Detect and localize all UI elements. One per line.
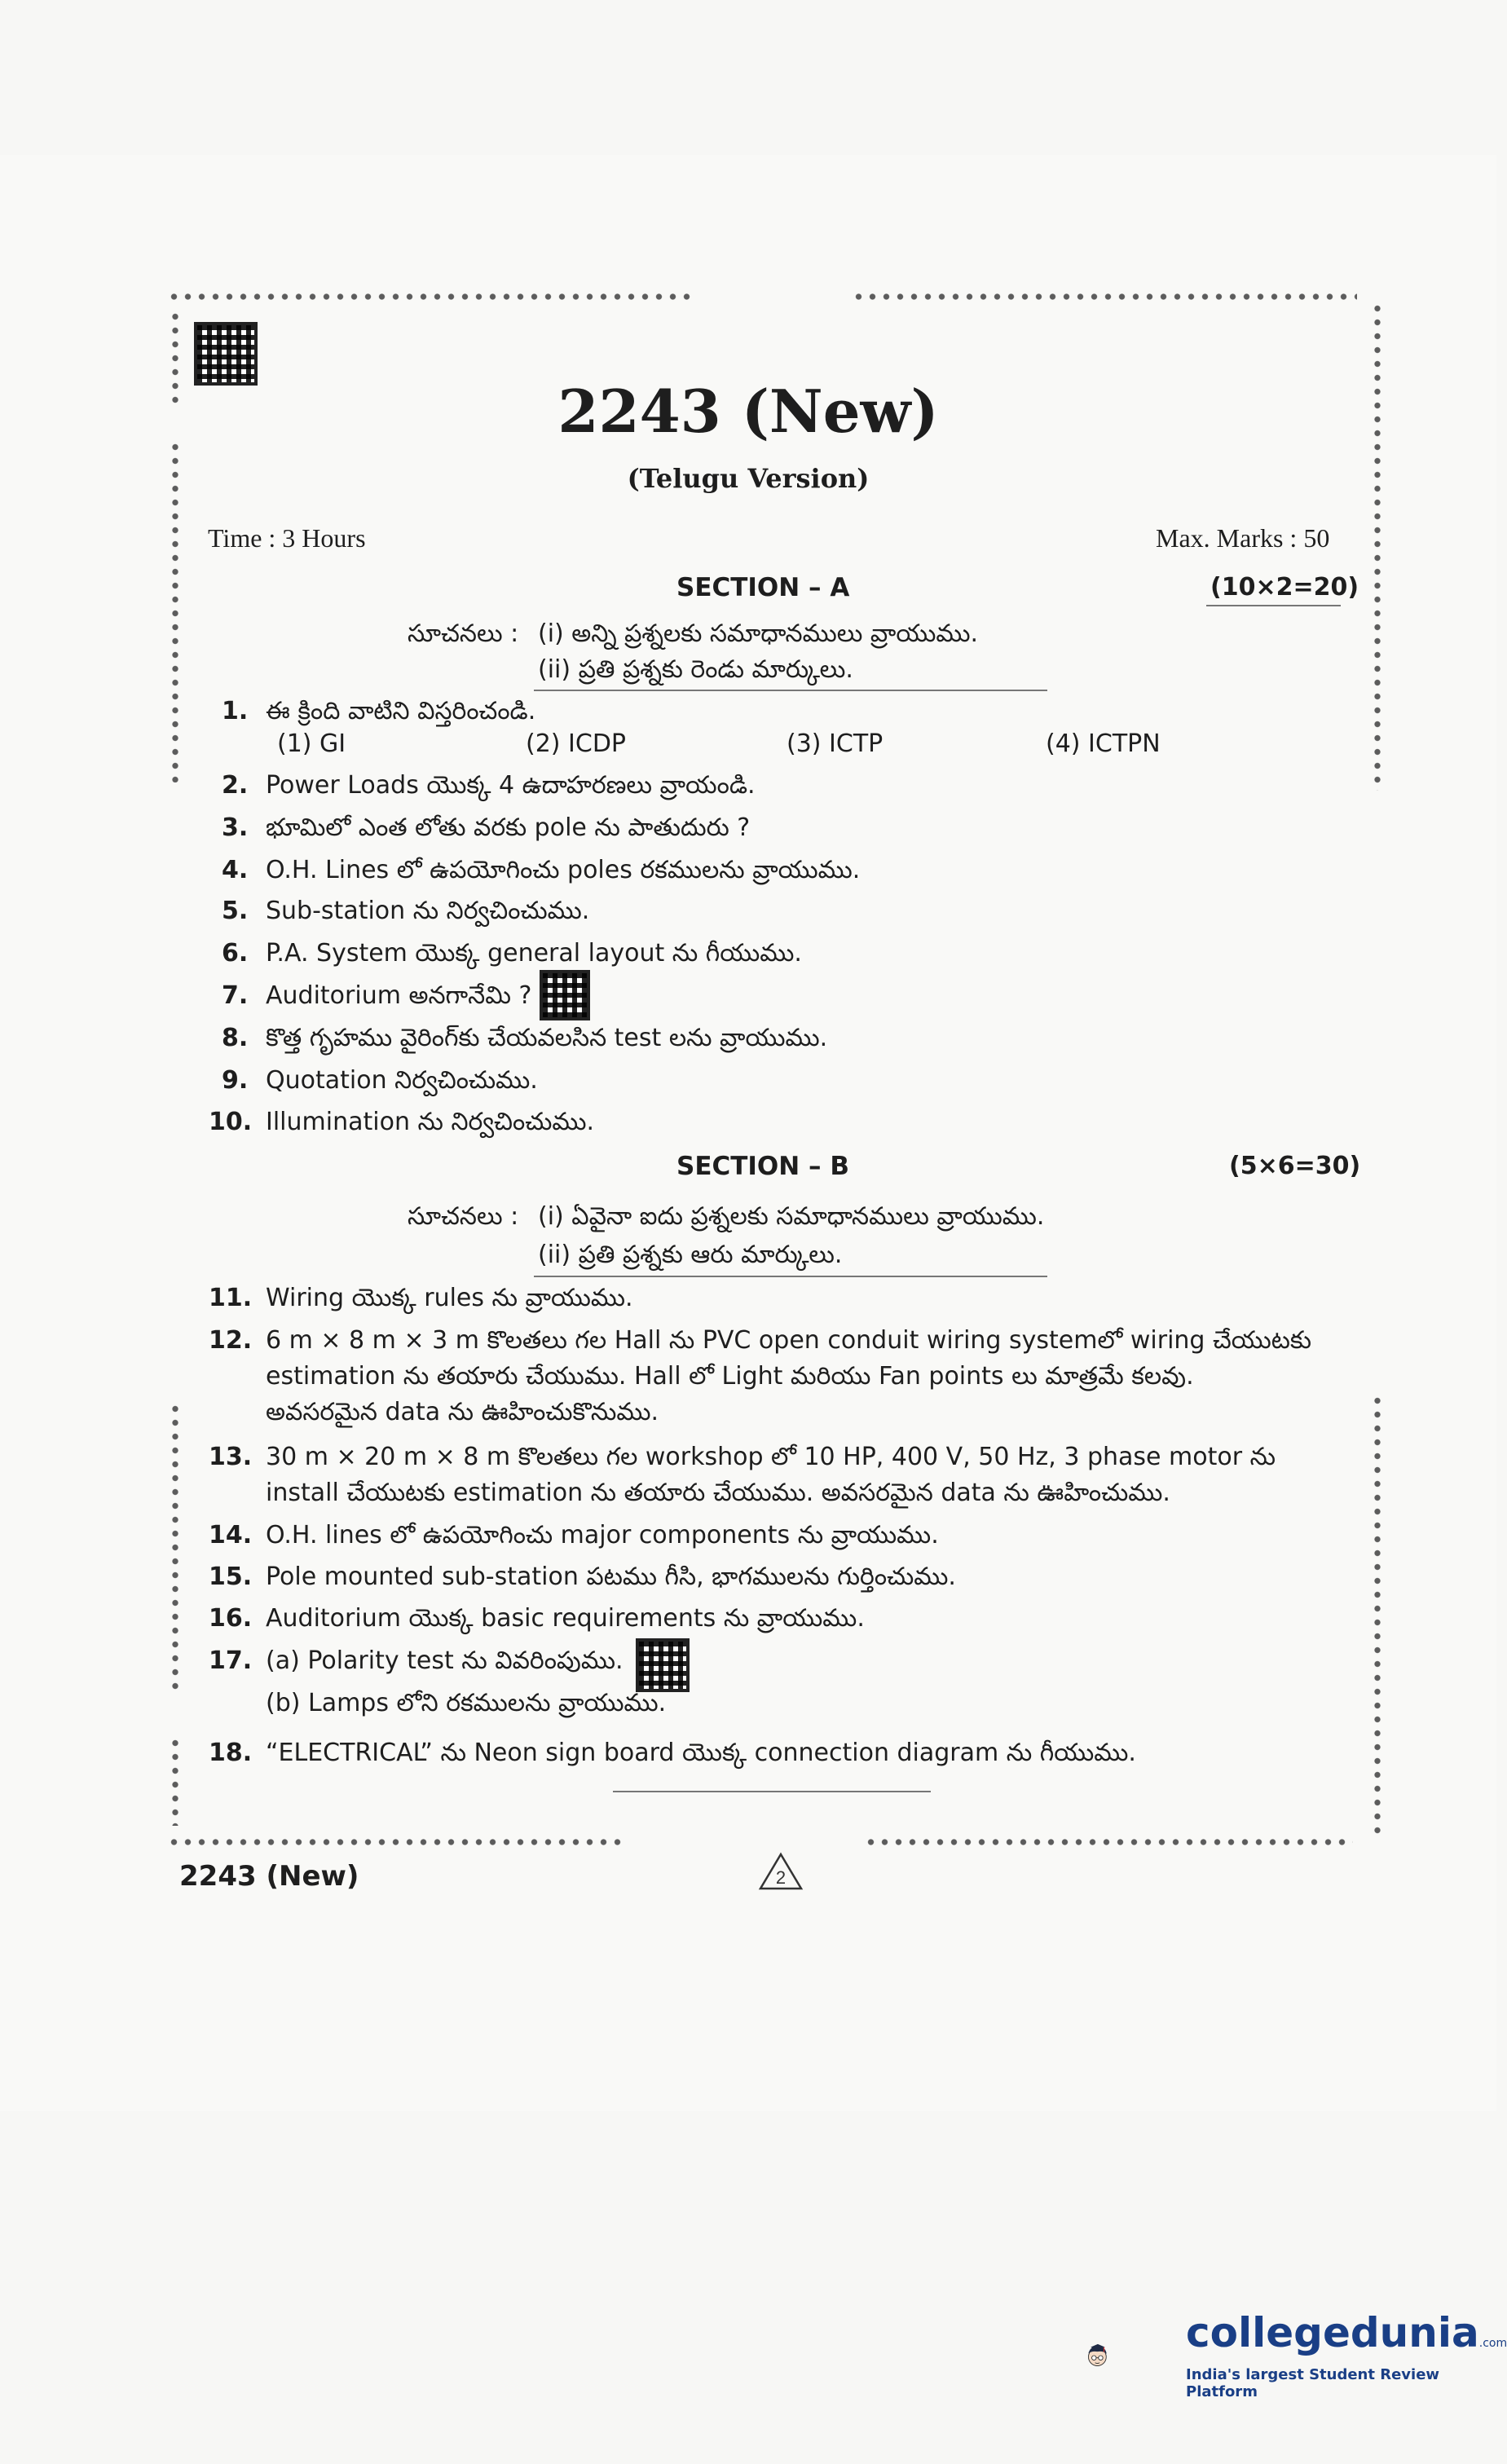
logo-brand-suffix: .com xyxy=(1478,2337,1507,2350)
qr-code-q7 xyxy=(540,970,590,1020)
question-text: Illumination ను నిర్వచించుము. xyxy=(266,1108,595,1136)
question-text: Power Loads యొక్క 4 ఉదాహరణలు వ్రాయండి. xyxy=(266,771,756,800)
border-left-low xyxy=(167,1402,183,1695)
question-text: (a) Polarity test ను వివరింపుము. xyxy=(266,1646,624,1675)
question-text: కొత్త గృహము వైరింగ్‌కు చేయవలసిన test లను వ్రాయుము. xyxy=(266,1024,828,1052)
page-number-triangle xyxy=(758,1852,804,1891)
paper-code-title: 2243 (New) xyxy=(557,377,939,446)
question-text: Quotation నిర్వచించుము. xyxy=(266,1066,538,1095)
page-number: 2 xyxy=(775,1867,787,1888)
border-top-left xyxy=(167,289,697,305)
section-a-instructions-label: సూచనలు : xyxy=(408,619,519,648)
question-number: 13. xyxy=(209,1443,253,1471)
border-top-right xyxy=(852,289,1357,305)
section-b-title: SECTION – B xyxy=(676,1152,849,1181)
time-label: Time : 3 Hours xyxy=(208,523,366,553)
footer-paper-code: 2243 (New) xyxy=(179,1860,359,1893)
end-rule xyxy=(613,1791,931,1792)
max-marks-label: Max. Marks : 50 xyxy=(1156,523,1330,553)
question-text: అవసరమైన data ను ఊహించుకొనుము. xyxy=(266,1398,659,1426)
logo-brand-name: collegedunia.com xyxy=(1186,2309,1507,2356)
border-left-bottom xyxy=(167,1736,183,1826)
question-number: 17. xyxy=(209,1646,253,1675)
q1-option: (3) ICTP xyxy=(787,730,883,758)
question-text: P.A. System యొక్క general layout ను గీయుము. xyxy=(266,939,802,968)
version-label: (Telugu Version) xyxy=(627,463,870,494)
q1-option: (2) ICDP xyxy=(526,730,627,758)
section-b-instruction-1: (i) ఏవైనా ఐదు ప్రశ్నలకు సమాధానములు వ్రాయుము. xyxy=(538,1202,1045,1231)
q1-option: (1) GI xyxy=(277,730,346,758)
question-text: Auditorium అనగానేమి ? xyxy=(266,981,532,1010)
question-number: 12. xyxy=(209,1326,253,1355)
border-right-low xyxy=(1369,1394,1386,1834)
question-text: O.H. Lines లో ఉపయోగించు poles రకములను వ్రాయుము. xyxy=(266,856,861,884)
question-number: 9. xyxy=(222,1066,249,1095)
question-text: Wiring యొక్క rules ను వ్రాయుము. xyxy=(266,1284,633,1312)
question-number: 18. xyxy=(209,1739,253,1767)
question-number: 11. xyxy=(209,1284,253,1312)
q1-option: (4) ICTPN xyxy=(1046,730,1161,758)
question-text: Sub-station ను నిర్వచించుము. xyxy=(266,897,590,925)
question-text: Pole mounted sub-station పటము గీసి, భాగములను గుర్తించుము. xyxy=(266,1563,956,1591)
question-text: install చేయుటకు estimation ను తయారు చేయుము. అవసరమైన data ను ఊహించుము. xyxy=(266,1479,1170,1507)
question-text: భూమిలో ఎంత లోతు వరకు pole ను పాతుదురు ? xyxy=(266,813,751,842)
section-a-instructions-rule xyxy=(534,690,1047,691)
section-b-instruction-2: (ii) ప్రతి ప్రశ్నకు ఆరు మార్కులు. xyxy=(538,1241,843,1269)
logo-tagline: India's largest Student Review Platform xyxy=(1186,2366,1440,2400)
question-text: O.H. lines లో ఉపయోగించు major components ను వ్రాయుము. xyxy=(266,1521,939,1549)
section-a-instruction-2: (ii) ప్రతి ప్రశ్నకు రెండు మార్కులు. xyxy=(538,655,853,684)
question-text: “ELECTRICAL” ను Neon sign board యొక్క connection diagram ను గీయుము. xyxy=(266,1739,1136,1767)
question-text: estimation ను తయారు చేయుము. Hall లో Light మరియు Fan points లు మాత్రమే కలవు. xyxy=(266,1362,1194,1391)
question-number: 10. xyxy=(209,1108,253,1136)
section-a-marks: (10×2=20) xyxy=(1210,573,1359,602)
border-right-upper xyxy=(1369,302,1386,791)
border-bottom-right xyxy=(864,1834,1353,1850)
question-number: 7. xyxy=(222,981,249,1010)
section-b-instructions-label: సూచనలు : xyxy=(408,1202,519,1231)
section-b-marks: (5×6=30) xyxy=(1229,1152,1361,1180)
question-text: Auditorium యొక్క basic requirements ను వ్రాయుము. xyxy=(266,1604,865,1633)
question-text: 30 m × 20 m × 8 m కొలతలు గల workshop లో 10 HP, 400 V, 50 Hz, 3 phase motor ను xyxy=(266,1443,1276,1471)
section-a-title: SECTION – A xyxy=(676,573,850,602)
question-number: 8. xyxy=(222,1024,249,1052)
question-text: (b) Lamps లోని రకములను వ్రాయుము. xyxy=(266,1689,667,1717)
question-number: 14. xyxy=(209,1521,253,1549)
question-number: 2. xyxy=(222,771,249,800)
question-number: 6. xyxy=(222,939,249,968)
qr-code-q17 xyxy=(636,1638,690,1692)
question-number: 3. xyxy=(222,813,249,842)
border-bottom-left xyxy=(167,1834,624,1850)
question-number: 4. xyxy=(222,856,249,884)
question-text: 6 m × 8 m × 3 m కొలతలు గల Hall ను PVC open conduit wiring systemలో wiring చేయుటకు xyxy=(266,1326,1311,1355)
question-number: 1. xyxy=(222,697,249,725)
question-number: 16. xyxy=(209,1604,253,1633)
question-number: 5. xyxy=(222,897,249,925)
section-a-marks-underline xyxy=(1206,605,1341,606)
question-text: ఈ క్రింది వాటిని విస్తరించండి. xyxy=(266,697,536,725)
collegedunia-logo xyxy=(1084,2307,1182,2404)
question-number: 15. xyxy=(209,1563,253,1591)
section-b-instructions-rule xyxy=(534,1276,1047,1277)
section-a-instruction-1: (i) అన్ని ప్రశ్నలకు సమాధానములు వ్రాయుము. xyxy=(538,619,978,648)
